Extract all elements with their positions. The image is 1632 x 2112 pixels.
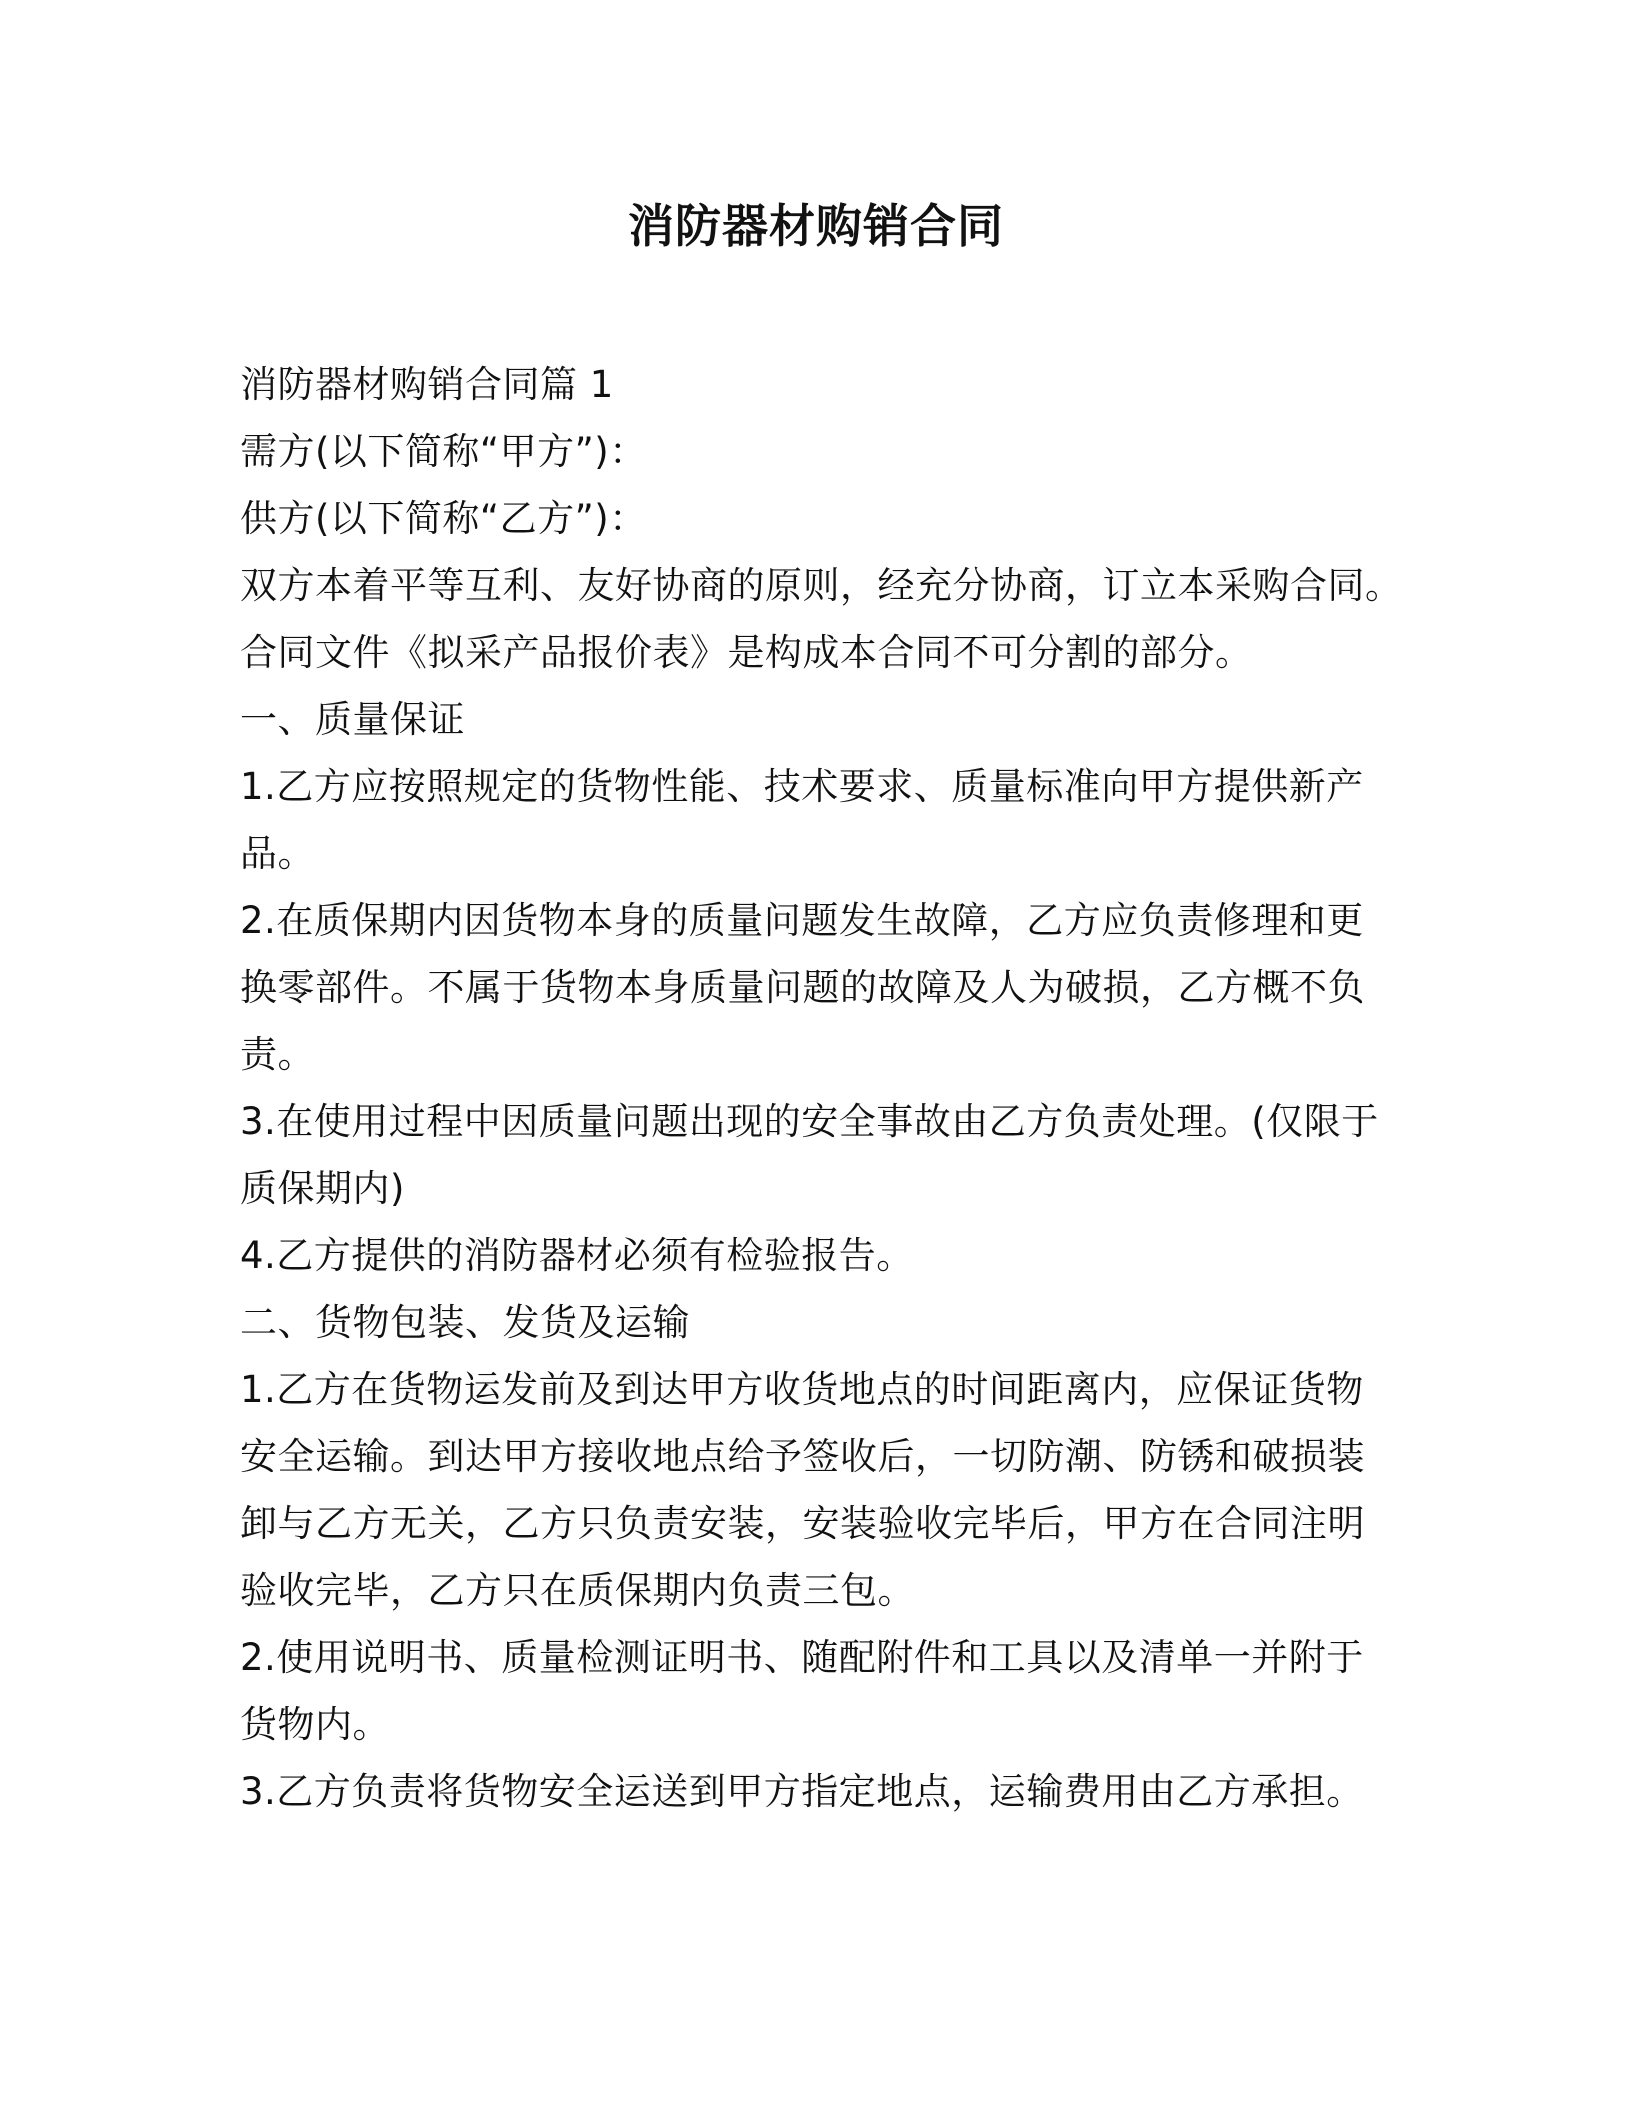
paragraph-line: 4.乙方提供的消防器材必须有检验报告。 xyxy=(240,1234,914,1277)
paragraph-line: 安全运输。到达甲方接收地点给予签收后，一切防潮、防锈和破损装 xyxy=(240,1435,1365,1478)
document-title: 消防器材购销合同 xyxy=(628,199,1004,253)
paragraph-line: 双方本着平等互利、友好协商的原则，经充分协商，订立本采购合同。 xyxy=(240,564,1403,607)
paragraph-line: 换零部件。不属于货物本身质量问题的故障及人为破损，乙方概不负 xyxy=(240,966,1365,1009)
paragraph-line: 验收完毕，乙方只在质保期内负责三包。 xyxy=(240,1569,915,1612)
paragraph-line: 3.在使用过程中因质量问题出现的安全事故由乙方负责处理。(仅限于 xyxy=(240,1100,1379,1143)
section-heading: 消防器材购销合同篇 1 xyxy=(240,363,614,406)
paragraph-line: 1.乙方应按照规定的货物性能、技术要求、质量标准向甲方提供新产 xyxy=(240,765,1364,808)
party-b-line: 供方(以下简称“乙方”)： xyxy=(240,497,647,540)
paragraph-line: 货物内。 xyxy=(240,1703,390,1746)
paragraph-line: 品。 xyxy=(240,832,315,875)
paragraph-line: 1.乙方在货物运发前及到达甲方收货地点的时间距离内，应保证货物 xyxy=(240,1368,1364,1411)
clause-heading: 一、质量保证 xyxy=(240,698,465,741)
party-a-line: 需方(以下简称“甲方”)： xyxy=(240,430,647,473)
paragraph-line: 卸与乙方无关，乙方只负责安装，安装验收完毕后，甲方在合同注明 xyxy=(240,1502,1365,1545)
paragraph-line: 2.使用说明书、质量检测证明书、随配附件和工具以及清单一并附于 xyxy=(240,1636,1364,1679)
paragraph-line: 质保期内) xyxy=(240,1167,405,1210)
paragraph-line: 3.乙方负责将货物安全运送到甲方指定地点，运输费用由乙方承担。 xyxy=(240,1770,1364,1813)
clause-heading: 二、货物包装、发货及运输 xyxy=(240,1301,690,1344)
paragraph-line: 2.在质保期内因货物本身的质量问题发生故障，乙方应负责修理和更 xyxy=(240,899,1364,942)
document-body xyxy=(240,351,1403,1825)
paragraph-line: 合同文件《拟采产品报价表》是构成本合同不可分割的部分。 xyxy=(240,631,1253,674)
paragraph-line: 责。 xyxy=(240,1033,315,1076)
